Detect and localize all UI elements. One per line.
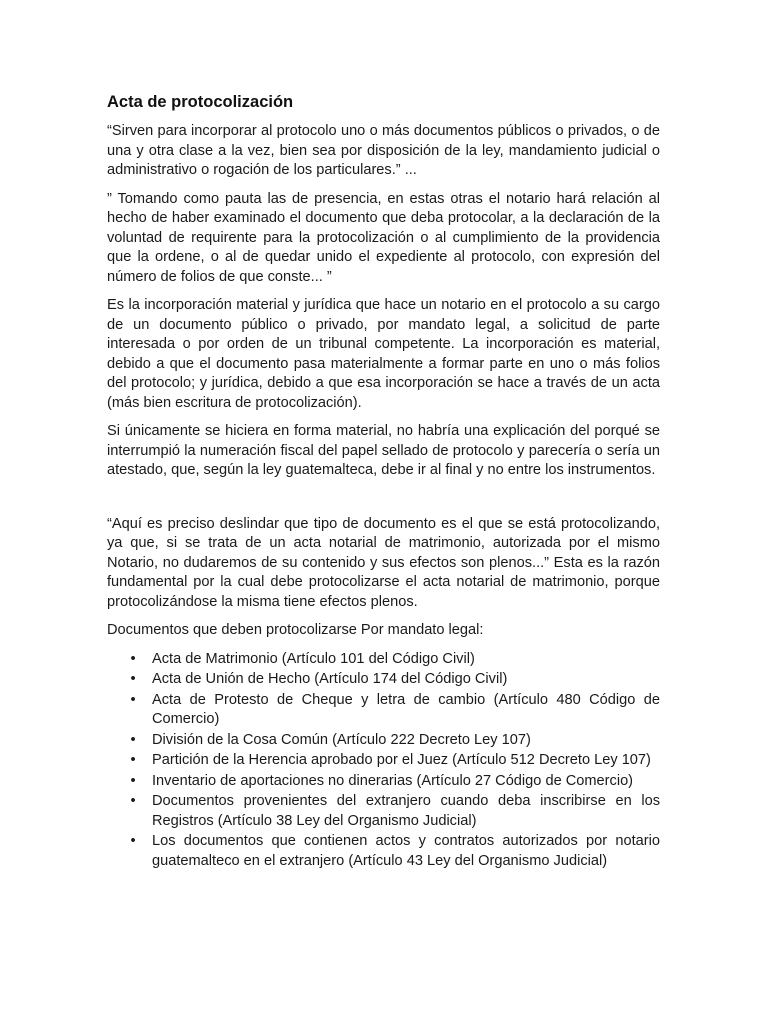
documents-list	[107, 650, 660, 872]
list-item	[107, 792, 660, 831]
list-item	[107, 751, 660, 771]
list-item-text: Inventario de aportaciones no dinerarias (Artículo 27 Código de Comercio)	[152, 772, 634, 789]
bullet-icon: •	[130, 731, 136, 748]
bullet-icon: •	[130, 650, 136, 667]
list-item	[107, 772, 660, 792]
bullet-icon: •	[130, 752, 136, 768]
list-item-text: Acta de Matrimonio (Artículo 101 del Código Civil)	[152, 650, 475, 667]
bullet-icon: •	[130, 833, 136, 849]
list-item-text: Documentos provenientes del extranjero cuando deba inscribirse en los Registros (Artículo 38 Ley del Organismo Judicial)	[152, 793, 660, 829]
document-title: Acta de protocolización	[107, 93, 294, 111]
list-item-text: Acta de Unión de Hecho (Artículo 174 del Código Civil)	[152, 671, 508, 687]
list-item	[107, 670, 660, 690]
list-item	[107, 650, 660, 670]
document-page	[107, 90, 660, 872]
list-item-text: Acta de Protesto de Cheque y letra de cambio (Artículo 480 Código de Comercio)	[152, 691, 660, 727]
list-item	[107, 691, 660, 730]
list-item-text: Los documentos que contienen actos y contratos autorizados por notario guatemalteco en el extranjero (Artículo 43 Ley del Organismo Judicial)	[152, 833, 660, 869]
paragraph-incorporacion: Es la incorporación material y jurídica que hace un notario en el protocolo a su cargo de un documento público o privado, por mandato legal, a solicitud de parte interesada o por orden de un tribunal competente. La incorporación es material, debido a que el documento pasa materialmente a formar parte en uno o más folios del protocolo; y jurídica, debido a que esa incorporación se hace a través de un acta (más bien escritura de protocolización).	[107, 297, 660, 411]
list-intro: Documentos que deben protocolizarse Por mandato legal:	[107, 622, 484, 638]
list-item	[107, 832, 660, 871]
paragraph-quote-presencia: ” Tomando como pauta las de presencia, en estas otras el notario hará relación al hecho de haber examinado el documento que deba protocolar, a la declaración de la voluntad de requirente para la protocolización o al cumplimiento de la providencia que la ordene, o al de quedar unido el expediente al protocolo, con expresión del número de folios de que conste... ”	[107, 190, 660, 285]
paragraph-quote-definition: “Sirven para incorporar al protocolo uno o más documentos públicos o privados, o de una y otra clase a la vez, bien sea por disposición de la ley, mandamiento judicial o administrativo o rogación de los particulares.” ...	[107, 123, 660, 178]
list-item-text: División de la Cosa Común (Artículo 222 Decreto Ley 107)	[152, 731, 531, 748]
list-item-text: Partición de la Herencia aprobado por el Juez (Artículo 512 Decreto Ley 107)	[152, 752, 651, 768]
paragraph-quote-matrimonio: “Aquí es preciso deslindar que tipo de documento es el que se está protocolizando, ya que, si se trata de un acta notarial de matrimonio, autorizada por el mismo Notario, no dudaremos de su contenido y sus efectos son plenos...” Esta es la razón fundamental por la cual debe protocolizarse el acta notarial de matrimonio, porque protocolizándose la misma tiene efectos plenos.	[107, 515, 660, 610]
bullet-icon: •	[130, 793, 136, 809]
bullet-icon: •	[130, 691, 136, 708]
bullet-icon: •	[130, 671, 136, 687]
bullet-icon: •	[130, 772, 136, 789]
list-item	[107, 731, 660, 751]
paragraph-forma-material: Si únicamente se hiciera en forma material, no habría una explicación del porqué se interrumpió la numeración fiscal del papel sellado de protocolo y parecería o sería un atestado, que, según la ley guatemalteca, debe ir al final y no entre los instrumentos.	[107, 423, 660, 478]
